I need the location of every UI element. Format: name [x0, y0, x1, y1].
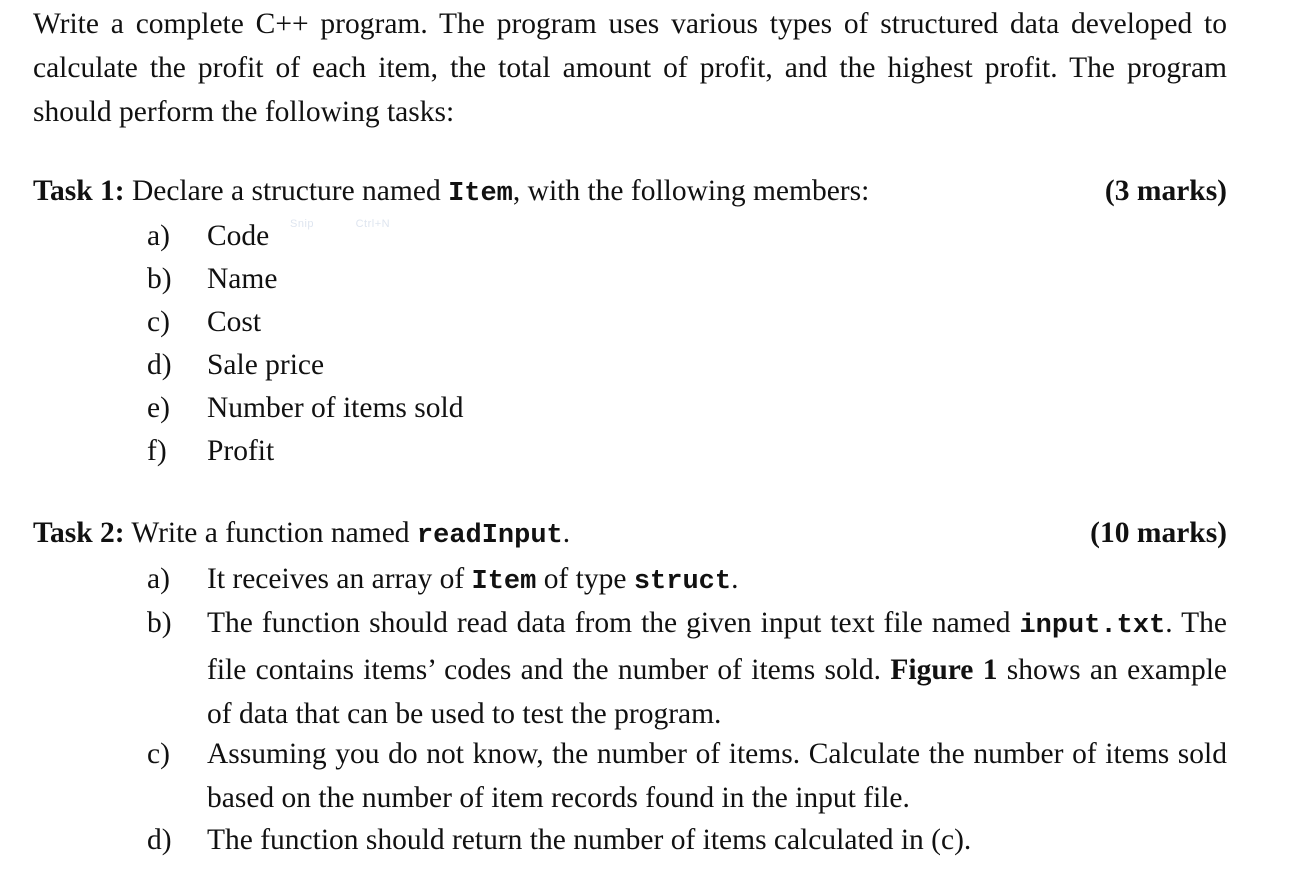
task1-text-after: , with the following members:: [512, 175, 870, 207]
task2-a-text2: of type: [536, 563, 634, 595]
task2-item-b: [147, 601, 1227, 736]
task1-member-name: [147, 257, 1227, 301]
task2-b-text1: The function should read data from the given input text file named: [207, 607, 1020, 639]
list-item-text: Assuming you do not know, the number of items. Calculate the number of items sold based on the number of item records found in the input file.: [207, 738, 1227, 814]
task2-label: Task 2:: [33, 517, 125, 549]
task2-text-after: .: [562, 517, 571, 549]
task1-member-profit: [147, 429, 1227, 473]
task2-b-code-filename: input.txt: [1019, 611, 1166, 641]
list-marker: c): [147, 738, 170, 770]
list-item-text: Cost: [207, 306, 262, 338]
intro-paragraph: Write a complete C++ program. The program uses various types of structured data developed to calculate the profit of each item, the total amount of profit, and the highest profit. The program should perform the following tasks:: [33, 8, 1227, 128]
task2-a-text3: .: [731, 563, 739, 595]
snip-watermark-label: Snip: [290, 218, 315, 230]
task1-member-sale-price: [147, 343, 1227, 387]
task1-member-code: [147, 214, 1227, 258]
list-marker: c): [147, 306, 170, 338]
task2-b-text3: shows an example of data that can be used to test the program.: [207, 654, 1227, 730]
task1-label: Task 1:: [33, 175, 125, 207]
task2-item-a: [147, 557, 1227, 604]
list-marker: d): [147, 349, 172, 381]
task2-a-text1: It receives an array of: [207, 563, 472, 595]
list-item-text: Sale price: [207, 349, 325, 381]
task2-b-text2: . The file contains items’ codes and the number of items sold.: [207, 607, 1227, 686]
list-item-text: Number of items sold: [207, 392, 464, 424]
snip-watermark-shortcut: Ctrl+N: [355, 218, 391, 230]
list-marker: a): [147, 220, 170, 252]
list-item-text: [207, 601, 1227, 736]
list-item-text: [207, 557, 1227, 604]
task2-a-code-item: Item: [471, 567, 537, 597]
list-marker: d): [147, 824, 172, 856]
task1-text-before: Declare a structure named: [124, 175, 449, 207]
task1-code: Item: [448, 179, 513, 209]
list-item-text: The function should return the number of items calculated in (c).: [207, 824, 972, 856]
task2-item-d: [147, 818, 1227, 862]
list-marker: b): [147, 607, 172, 639]
list-item-text: Code: [207, 220, 270, 252]
task1-marks: (3 marks): [1104, 175, 1227, 207]
task2-heading: [33, 511, 1227, 555]
list-item-text: Name: [207, 263, 278, 295]
task2-a-code-struct: struct: [633, 567, 732, 597]
task2-marks: (10 marks): [1090, 517, 1227, 549]
task2-item-c: [147, 732, 1227, 820]
task1-heading: [33, 169, 1227, 213]
list-item-text: Profit: [207, 435, 275, 467]
task1-member-items-sold: [147, 386, 1227, 430]
task2-b-figure-ref: Figure 1: [890, 654, 998, 686]
list-marker: b): [147, 263, 172, 295]
task2-code: readInput: [416, 521, 563, 551]
list-marker: e): [147, 392, 170, 424]
task2-text-before: Write a function named: [124, 517, 417, 549]
list-marker: a): [147, 563, 170, 595]
task1-member-cost: [147, 300, 1227, 344]
list-marker: f): [147, 435, 167, 467]
